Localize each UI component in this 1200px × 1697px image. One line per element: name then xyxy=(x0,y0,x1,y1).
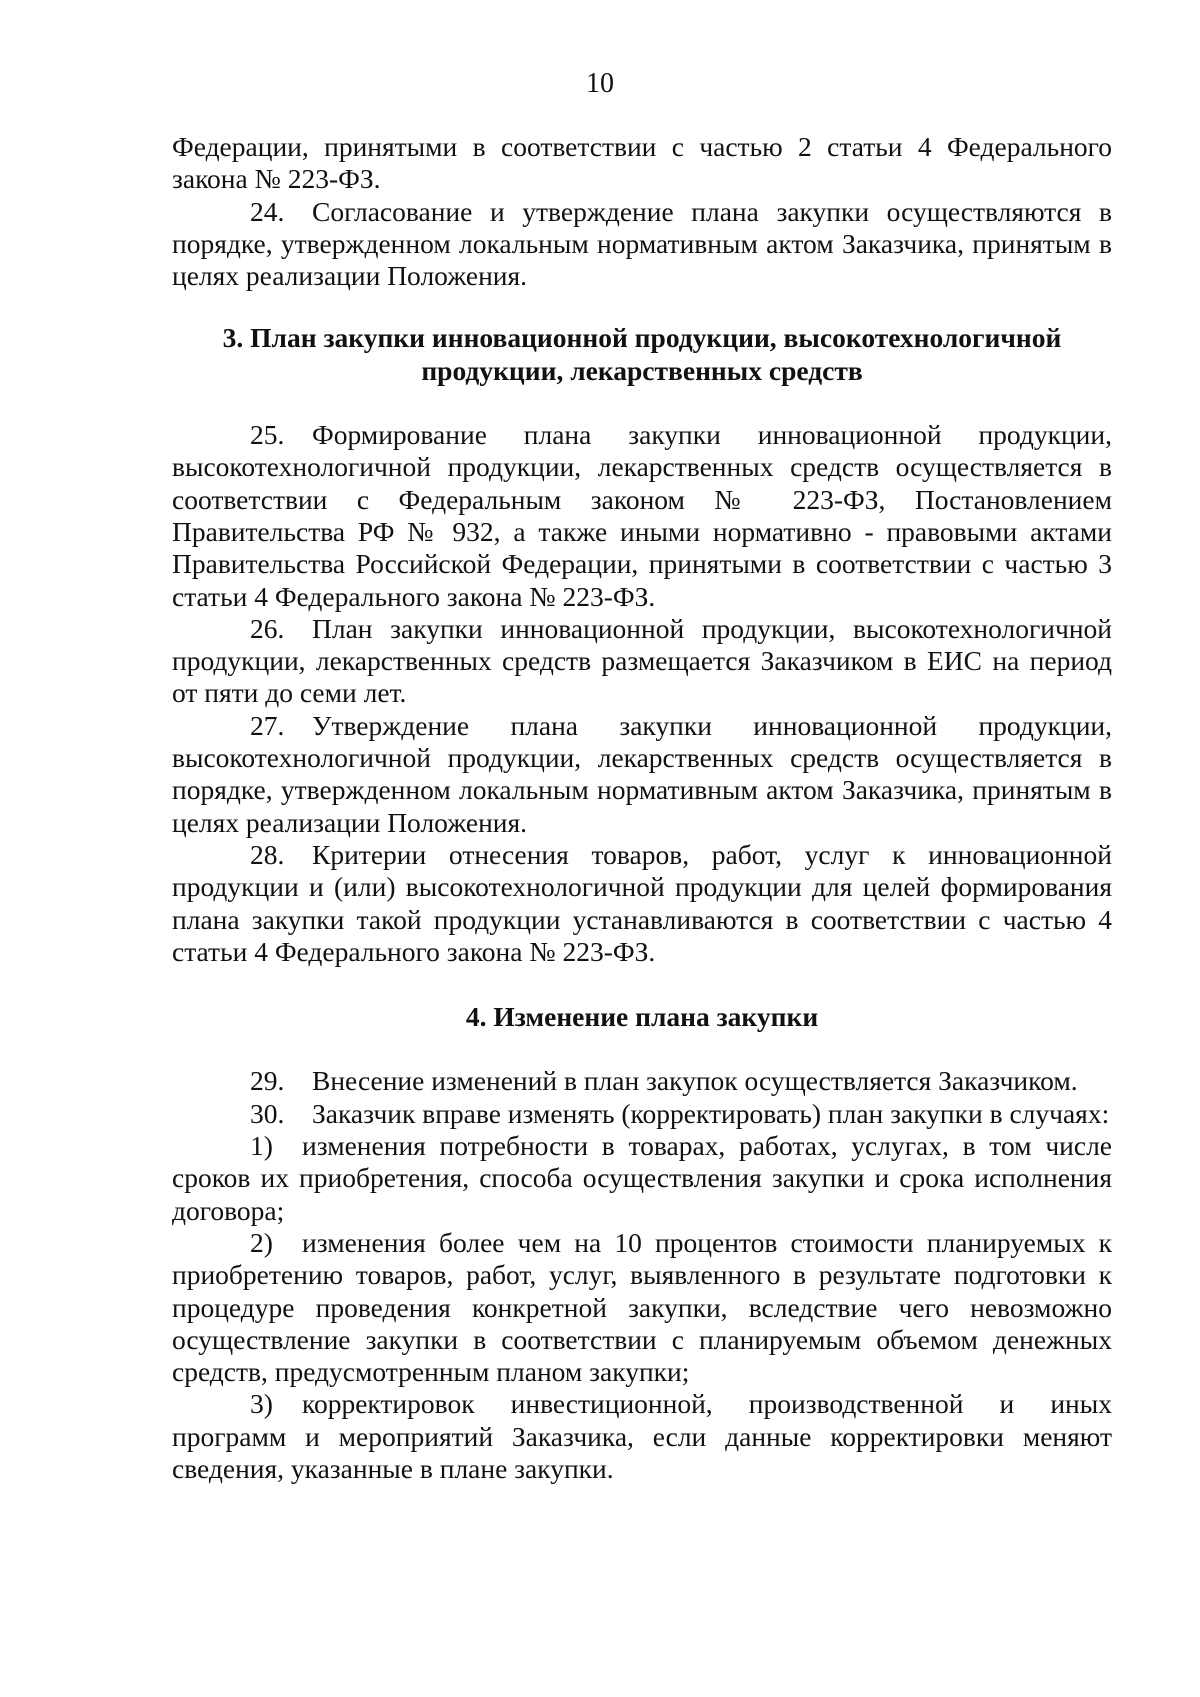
paragraph-number: 27. xyxy=(250,709,285,741)
section-4-heading: 4. Изменение плана закупки xyxy=(465,1001,819,1033)
subparagraph-1 xyxy=(172,1130,1112,1227)
paragraph-number: 26. xyxy=(250,612,285,644)
paragraph-text: Внесение изменений в план закупок осуществляется Заказчиком. xyxy=(312,1065,1078,1097)
paragraph-number: 28. xyxy=(250,838,285,870)
subparagraph-text: изменения потребности в товарах, работах, услугах, в том числе сроков их приобретения, способа осуществления закупки и срока исполнения договора; xyxy=(172,1130,1112,1226)
page-number: 10 xyxy=(586,68,614,99)
subparagraph-text: корректировок инвестиционной, производственной и иных программ и мероприятий Заказчика, если данные корректировки меняют сведения, указанные в плане закупки. xyxy=(172,1388,1112,1484)
document-body xyxy=(172,131,1112,1485)
subparagraph-text: изменения более чем на 10 процентов стоимости планируемых к приобретению товаров, работ, услуг, выявленного в результате подготовки к процедуре проведения конкретной закупки, вследствие чего невозможно осуществление закупки в соответствии с планируемым объемом денежных средств, предусмотренным планом закупки; xyxy=(172,1226,1112,1388)
paragraph-28 xyxy=(172,839,1112,968)
paragraph-24 xyxy=(172,196,1112,293)
continuation-line-2: закона № 223-ФЗ. xyxy=(172,163,381,195)
paragraph-26 xyxy=(172,613,1112,710)
subparagraph-number: 2) xyxy=(250,1226,273,1258)
paragraph-number: 29. xyxy=(250,1065,285,1097)
paragraph-number: 24. xyxy=(250,195,285,227)
subparagraph-2 xyxy=(172,1227,1112,1388)
continuation-line-1: Федерации, принятыми в соответствии с частью 2 статьи 4 Федерального xyxy=(172,131,1112,162)
paragraph-text: Формирование плана закупки инновационной продукции, высокотехнологичной продукции, лекарственных средств осуществляется в соответствии с Федеральным законом № 223-ФЗ, Постановлением Правительства РФ № 932, а также иными нормативно - правовыми актами Правительства Российской Федерации, принятыми в соответствии с частью 3 статьи 4 Федерального закона № 223-ФЗ. xyxy=(172,419,1112,612)
paragraph-text: Заказчик вправе изменять (корректировать) план закупки в случаях: xyxy=(312,1097,1110,1129)
paragraph-text: План закупки инновационной продукции, высокотехнологичной продукции, лекарственных средств размещается Заказчиком в ЕИС на период от пяти до семи лет. xyxy=(172,612,1112,709)
paragraph-text: Согласование и утверждение плана закупки осуществляются в порядке, утвержденном локальным нормативным актом Заказчика, принятым в целях реализации Положения. xyxy=(172,195,1112,292)
paragraph-25 xyxy=(172,419,1112,613)
paragraph-number: 25. xyxy=(250,419,285,451)
paragraph-29 xyxy=(172,1065,1112,1097)
section-3-title-line-1: 3. План закупки инновационной продукции, высокотехнологичной xyxy=(222,322,1062,354)
paragraph-text: Критерии отнесения товаров, работ, услуг к инновационной продукции и (или) высокотехнологичной продукции для целей формирования плана закупки такой продукции устанавливаются в соответствии с частью 4 статьи 4 Федерального закона № 223-ФЗ. xyxy=(172,838,1112,967)
paragraph-number: 30. xyxy=(250,1097,285,1129)
subparagraph-3 xyxy=(172,1388,1112,1485)
paragraph-30 xyxy=(172,1098,1112,1130)
paragraph-27 xyxy=(172,710,1112,839)
subparagraph-number: 3) xyxy=(250,1388,273,1420)
section-3-heading xyxy=(172,322,1112,387)
section-3-title-line-2: продукции, лекарственных средств xyxy=(421,354,863,386)
paragraph-text: Утверждение плана закупки инновационной продукции, высокотехнологичной продукции, лекарственных средств осуществляется в порядке, утвержденном локальным нормативным актом Заказчика, принятым в целях реализации Положения. xyxy=(172,709,1112,838)
subparagraph-number: 1) xyxy=(250,1130,273,1162)
